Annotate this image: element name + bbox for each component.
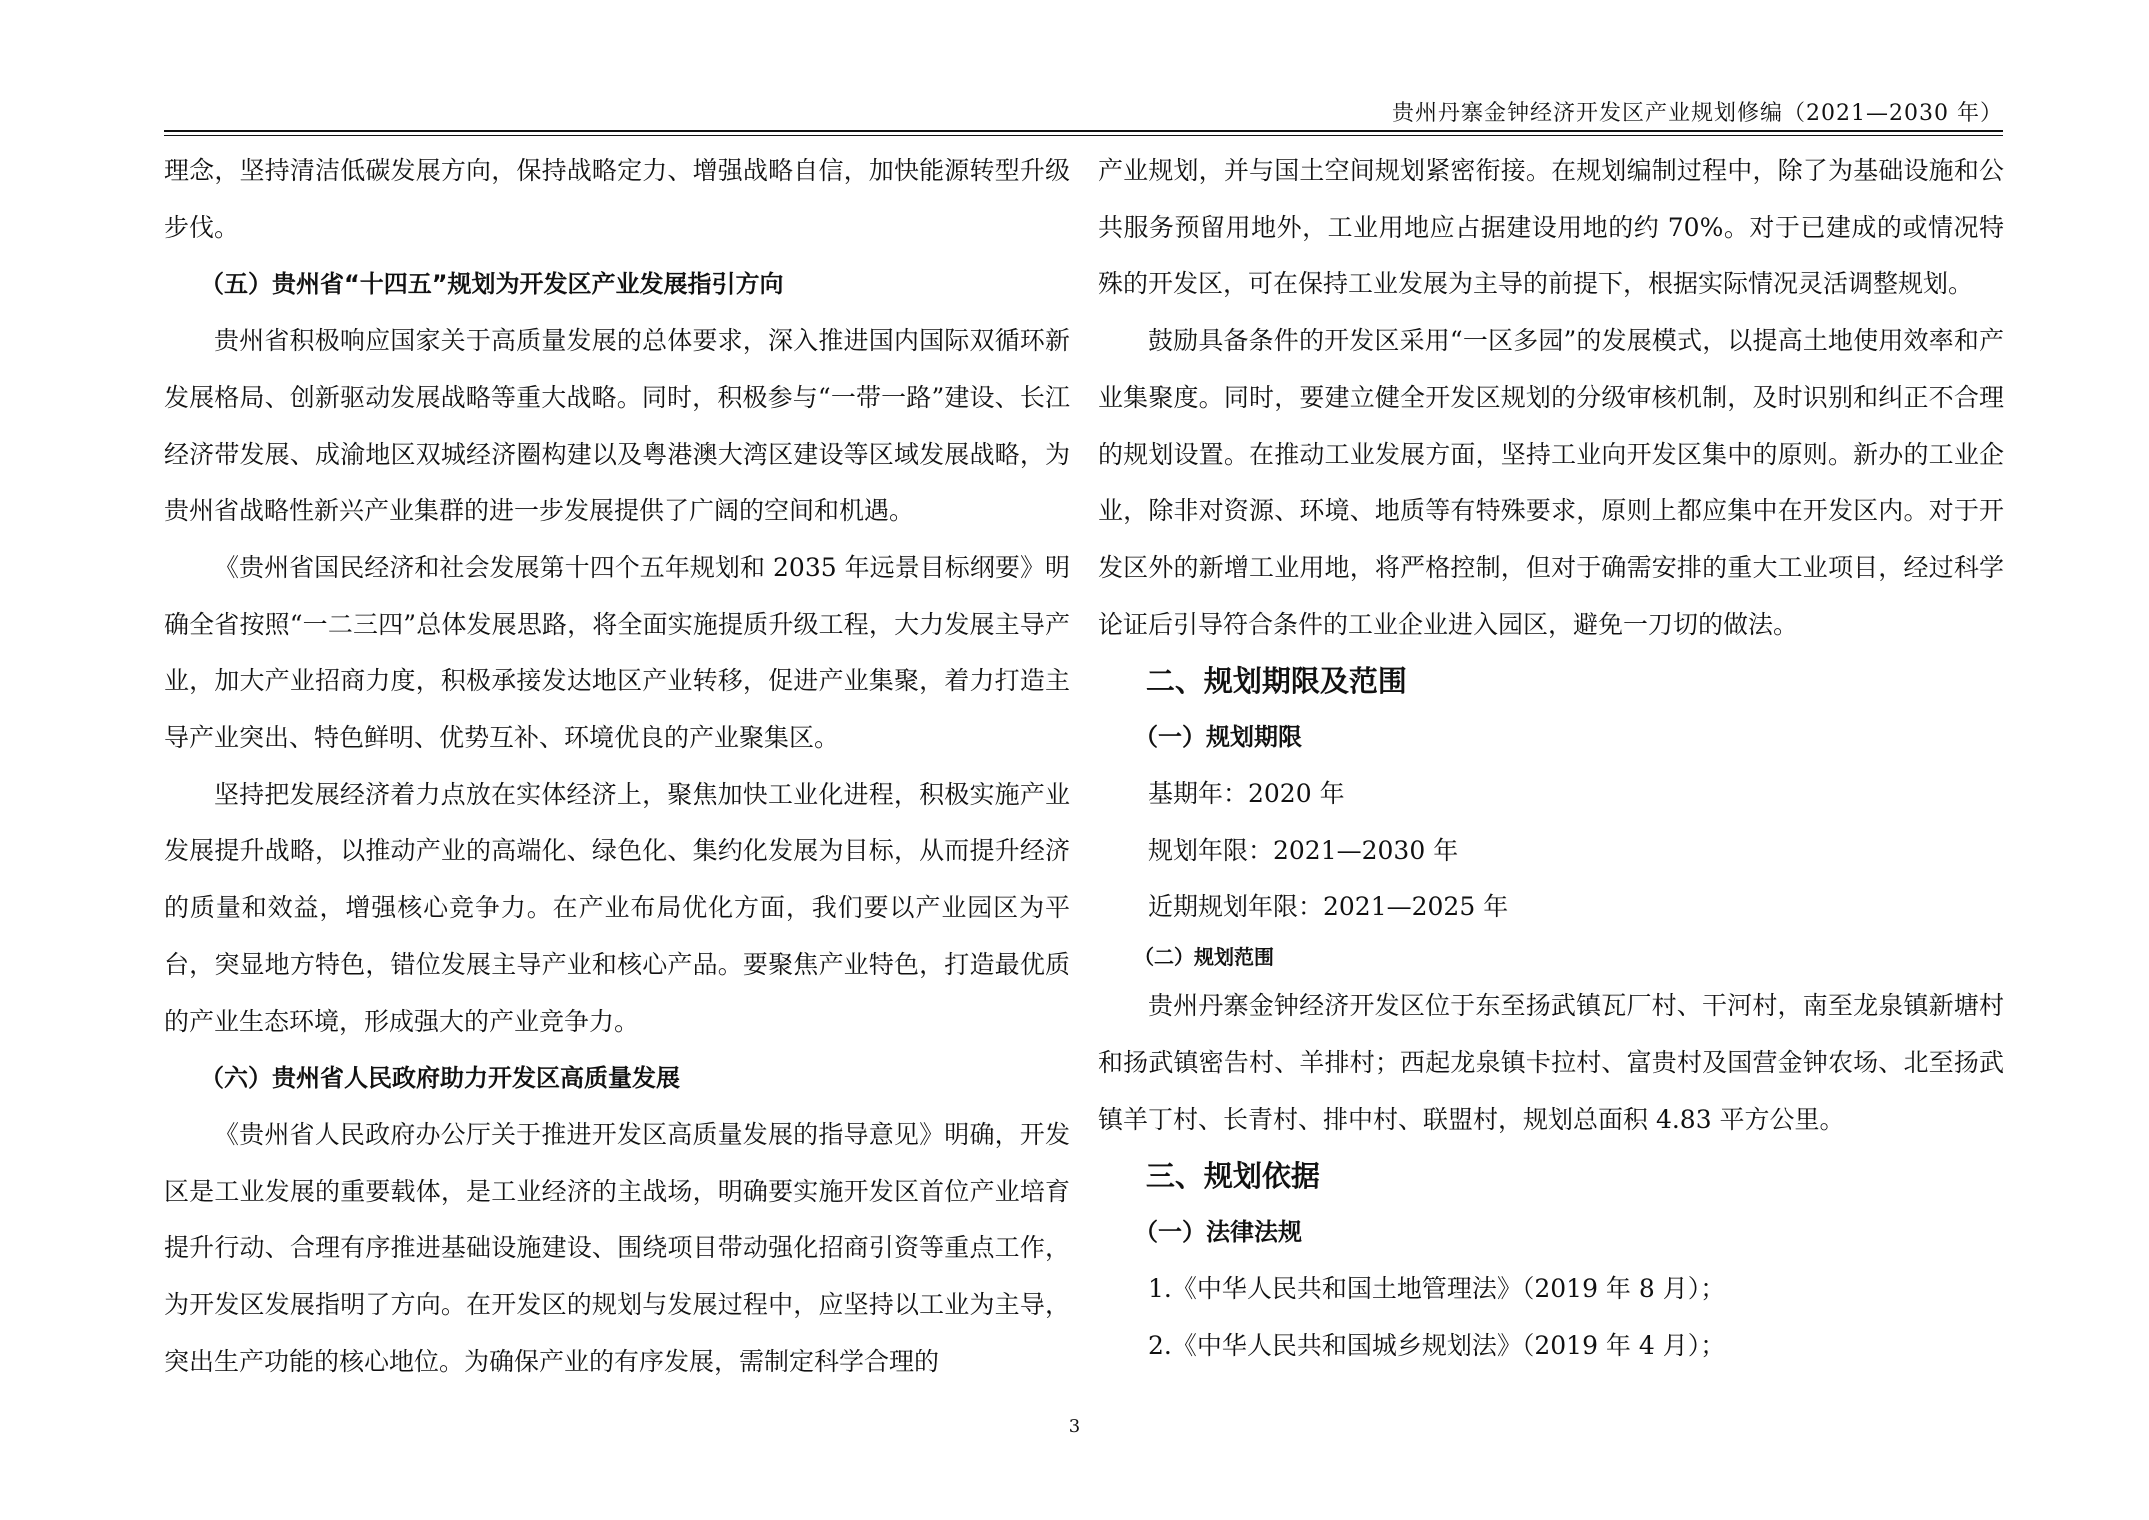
page-number: 3	[1068, 1416, 1081, 1437]
law-item-2: 2.《中华人民共和国城乡规划法》（2019 年 4 月）；	[1148, 1330, 1726, 1360]
header-rule-thick	[164, 130, 2003, 132]
subsection-heading-scope: （二）规划范围	[1134, 945, 1274, 970]
paragraph-guizhou-strategy: 贵州省积极响应国家关于高质量发展的总体要求，深入推进国内国际双循环新发展格局、创新驱动发展战略等重大战略。同时，积极参与“一带一路”建设、长江经济带发展、成渝地区双城经济圈构建以及粤港澳大湾区建设等区域发展战略，为贵州省战略性新兴产业集群的进一步发展提供了广阔的空间和机遇。	[164, 326, 1070, 526]
paragraph-plan-scope: 贵州丹寨金钟经济开发区位于东至扬武镇瓦厂村、干河村，南至龙泉镇新塘村和扬武镇密告村、羊排村；西起龙泉镇卡拉村、富贵村及国营金钟农场、北至扬武镇羊丁村、长青村、排中村、联盟村，规划总面积 4.83 平方公里。	[1098, 991, 2004, 1134]
law-item-1: 1.《中华人民共和国土地管理法》（2019 年 8 月）；	[1148, 1273, 1726, 1303]
left-column	[164, 143, 1070, 1390]
running-header: 贵州丹寨金钟经济开发区产业规划修编（2021—2030 年）	[1392, 101, 2003, 126]
paragraph-government-opinion: 《贵州省人民政府办公厅关于推进开发区高质量发展的指导意见》明确，开发区是工业发展的重要载体，是工业经济的主战场，明确要实施开发区首位产业培育提升行动、合理有序推进基础设施建设、围绕项目带动强化招商引资等重点工作，为开发区发展指明了方向。在开发区的规划与发展过程中，应坚持以工业为主导，突出生产功能的核心地位。为确保产业的有序发展，需制定科学合理的	[164, 1119, 1070, 1376]
base-year-line: 基期年：2020 年	[1148, 779, 1345, 809]
chapter-heading-2: 二、规划期限及范围	[1145, 664, 1407, 699]
subsection-heading-period: （一）规划期限	[1134, 723, 1302, 752]
plan-period-line: 规划年限：2021—2030 年	[1148, 835, 1459, 865]
right-column	[1098, 143, 2004, 1374]
near-period-line: 近期规划年限：2021—2025 年	[1148, 892, 1509, 922]
paragraph-land-planning: 产业规划，并与国土空间规划紧密衔接。在规划编制过程中，除了为基础设施和公共服务预留用地外，工业用地应占据建设用地的约 70%。对于已建成的或情况特殊的开发区，可在保持工业发展为主导的前提下，根据实际情况灵活调整规划。	[1098, 156, 2004, 299]
section-heading-6: （六）贵州省人民政府助力开发区高质量发展	[200, 1064, 680, 1093]
paragraph-multi-park-model: 鼓励具备条件的开发区采用“一区多园”的发展模式，以提高土地使用效率和产业集聚度。同时，要建立健全开发区规划的分级审核机制，及时识别和纠正不合理的规划设置。在推动工业发展方面，坚持工业向开发区集中的原则。新办的工业企业，除非对资源、环境、地质等有特殊要求，原则上都应集中在开发区内。对于开发区外的新增工业用地，将严格控制，但对于确需安排的重大工业项目，经过科学论证后引导符合条件的工业企业进入园区，避免一刀切的做法。	[1098, 326, 2004, 639]
paragraph-14th-plan: 《贵州省国民经济和社会发展第十四个五年规划和 2035 年远景目标纲要》明确全省按照“一二三四”总体发展思路，将全面实施提质升级工程，大力发展主导产业，加大产业招商力度，积极承接发达地区产业转移，促进产业集聚，着力打造主导产业突出、特色鲜明、优势互补、环境优良的产业聚集区。	[164, 552, 1070, 753]
paragraph-energy-transition: 理念，坚持清洁低碳发展方向，保持战略定力、增强战略自信，加快能源转型升级步伐。	[164, 156, 1070, 242]
paragraph-real-economy: 坚持把发展经济着力点放在实体经济上，聚焦加快工业化进程，积极实施产业发展提升战略，以推动产业的高端化、绿色化、集约化发展为目标，从而提升经济的质量和效益，增强核心竞争力。在产业布局优化方面，我们要以产业园区为平台，突显地方特色，错位发展主导产业和核心产品。要聚焦产业特色，打造最优质的产业生态环境，形成强大的产业竞争力。	[164, 779, 1070, 1036]
chapter-heading-3: 三、规划依据	[1145, 1159, 1320, 1194]
section-heading-5: （五）贵州省“十四五”规划为开发区产业发展指引方向	[200, 270, 784, 299]
header-rule-thin	[164, 135, 2003, 136]
subsection-heading-laws: （一）法律法规	[1134, 1218, 1302, 1247]
